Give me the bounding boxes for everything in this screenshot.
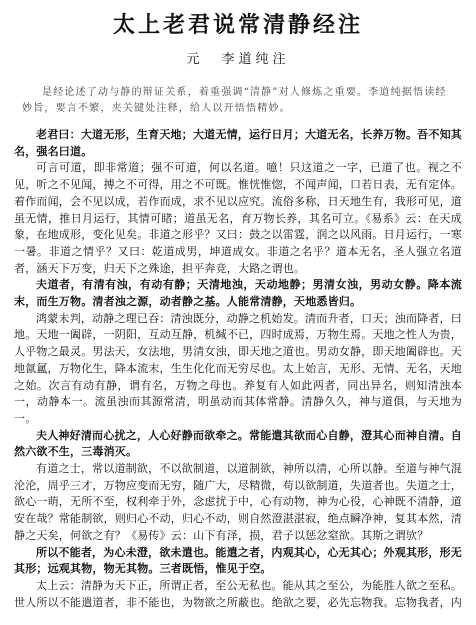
commentary-paragraph-3: 有道之士，常以道制欲，不以欲制道，以道制欲，神所以清，心所以静。至道与神气混沦沦，周乎三才，万物应变而无穷，随广大，尽精微，苟以欲制道，失道者也。失道之士，欲心一萌，无所不至，权利牵于外，念虑扰于中，心有动物，神为心役，心神既不清静，道安在哉？常能制欲，则归心不动，归心不动，则自然澄湛湛寂，绝点瞬净神，复其本然，清静之天矣，何欲之有？《易传》云：山下有泽，损，君子以惩忿窒欲。其斯之谓欤？ [14,462,462,542]
author-line [14,48,462,67]
author-name: 李道纯注 [221,52,290,67]
commentary-paragraph-4: 太上云：清静为天下正，所谓正者，至公无私也。能从其之至公，为能胜人欲之至私。世人所以不能遣道者，非不能也，为物欲之所蔽也。绝欲之要，必先忘物我。忘物我者，内 [14,578,462,609]
scripture-passage-4: 所以不能者，为心未澄，欲未遣也。能遣之者，内观其心，心无其心；外观其形，形无其形；远观其物，物无其物。三者既悟，惟见于空。 [14,545,462,576]
commentary-paragraph-1: 可言可道，即非常道；强不可道，何以名道。噫！只这道之一字，已道了也。视之不见，听之不见闻，搏之不可得，用之不可既。惟恍惟惚，不闻声闻，口若日表，无有定体。着作而闻，会不见以成，若作而成，求不见以应究。流俗多称，日天地生有，我形可见，道虽无情，推日月运行，其情可睹；道虽无名，育万物长养，其名可立。《易系》云：在天成象，在地成形，变化见矣。非道之形乎？又曰：鼓之以雷霆，润之以风雨。日月运行，一寒一暑。非道之情乎？又曰：乾道成男，坤道成女。非道之名乎？道本无名，圣人强立名道者，涵天下万变，归天下之殊途，担平奔竞，大路之谓也。 [14,161,462,275]
document-body [14,127,462,611]
document-title: 太上老君说常清静经注 [112,12,363,38]
scripture-passage-1: 老君曰：大道无形，生育天地；大道无情，运行日月；大道无名，长养万物。吾不知其名，强名曰道。 [14,128,462,158]
commentary-paragraph-2: 鸿蒙未判，动静之理已吞：清浊既分，动静之机始发。清而升者，口天；浊而降者，曰地。天地一阖辟，一阴阳，互动互静，机缄不已，四时成焉，万物生焉。天地之性人为贵，人乎物之最灵。男法天，女法地，男清女浊，即天地之道也。男动女静，即天地阖辟也。天地氤氲，万物化生，降本流末，生生化化而无穷尽也。太上始言，无形、无情、无名，天地之始。次言有动有静，谓有名，万物之母也。养复有人如此两者，同出异名，则知清浊本一，动静本一。流虽浊而其源常清，明虽动而其体常静。清静久久，神与道俱，与天地为一。 [14,311,462,425]
scripture-passage-2: 夫道者，有清有浊，有动有静；天清地浊，天动地静；男清女浊，男动女静。降本流末，而生万物。清者浊之源，动者静之基。人能常清静，天地悉皆归。 [14,278,462,309]
scripture-passage-3: 夫人神好清而心扰之，人心好静而欲牵之。常能遣其欲而心自静，澄其心而神自清。自然六欲不生，三毒消灭。 [14,428,462,459]
intro-paragraph: 是经论述了动与静的辩证关系，着重强调“清静”对人修炼之重要。李道纯据悟读经妙旨，要言不繁，夹关键处注释，给人以开悟悟精妙。 [22,87,447,114]
author-dynasty: 元 [186,52,204,67]
